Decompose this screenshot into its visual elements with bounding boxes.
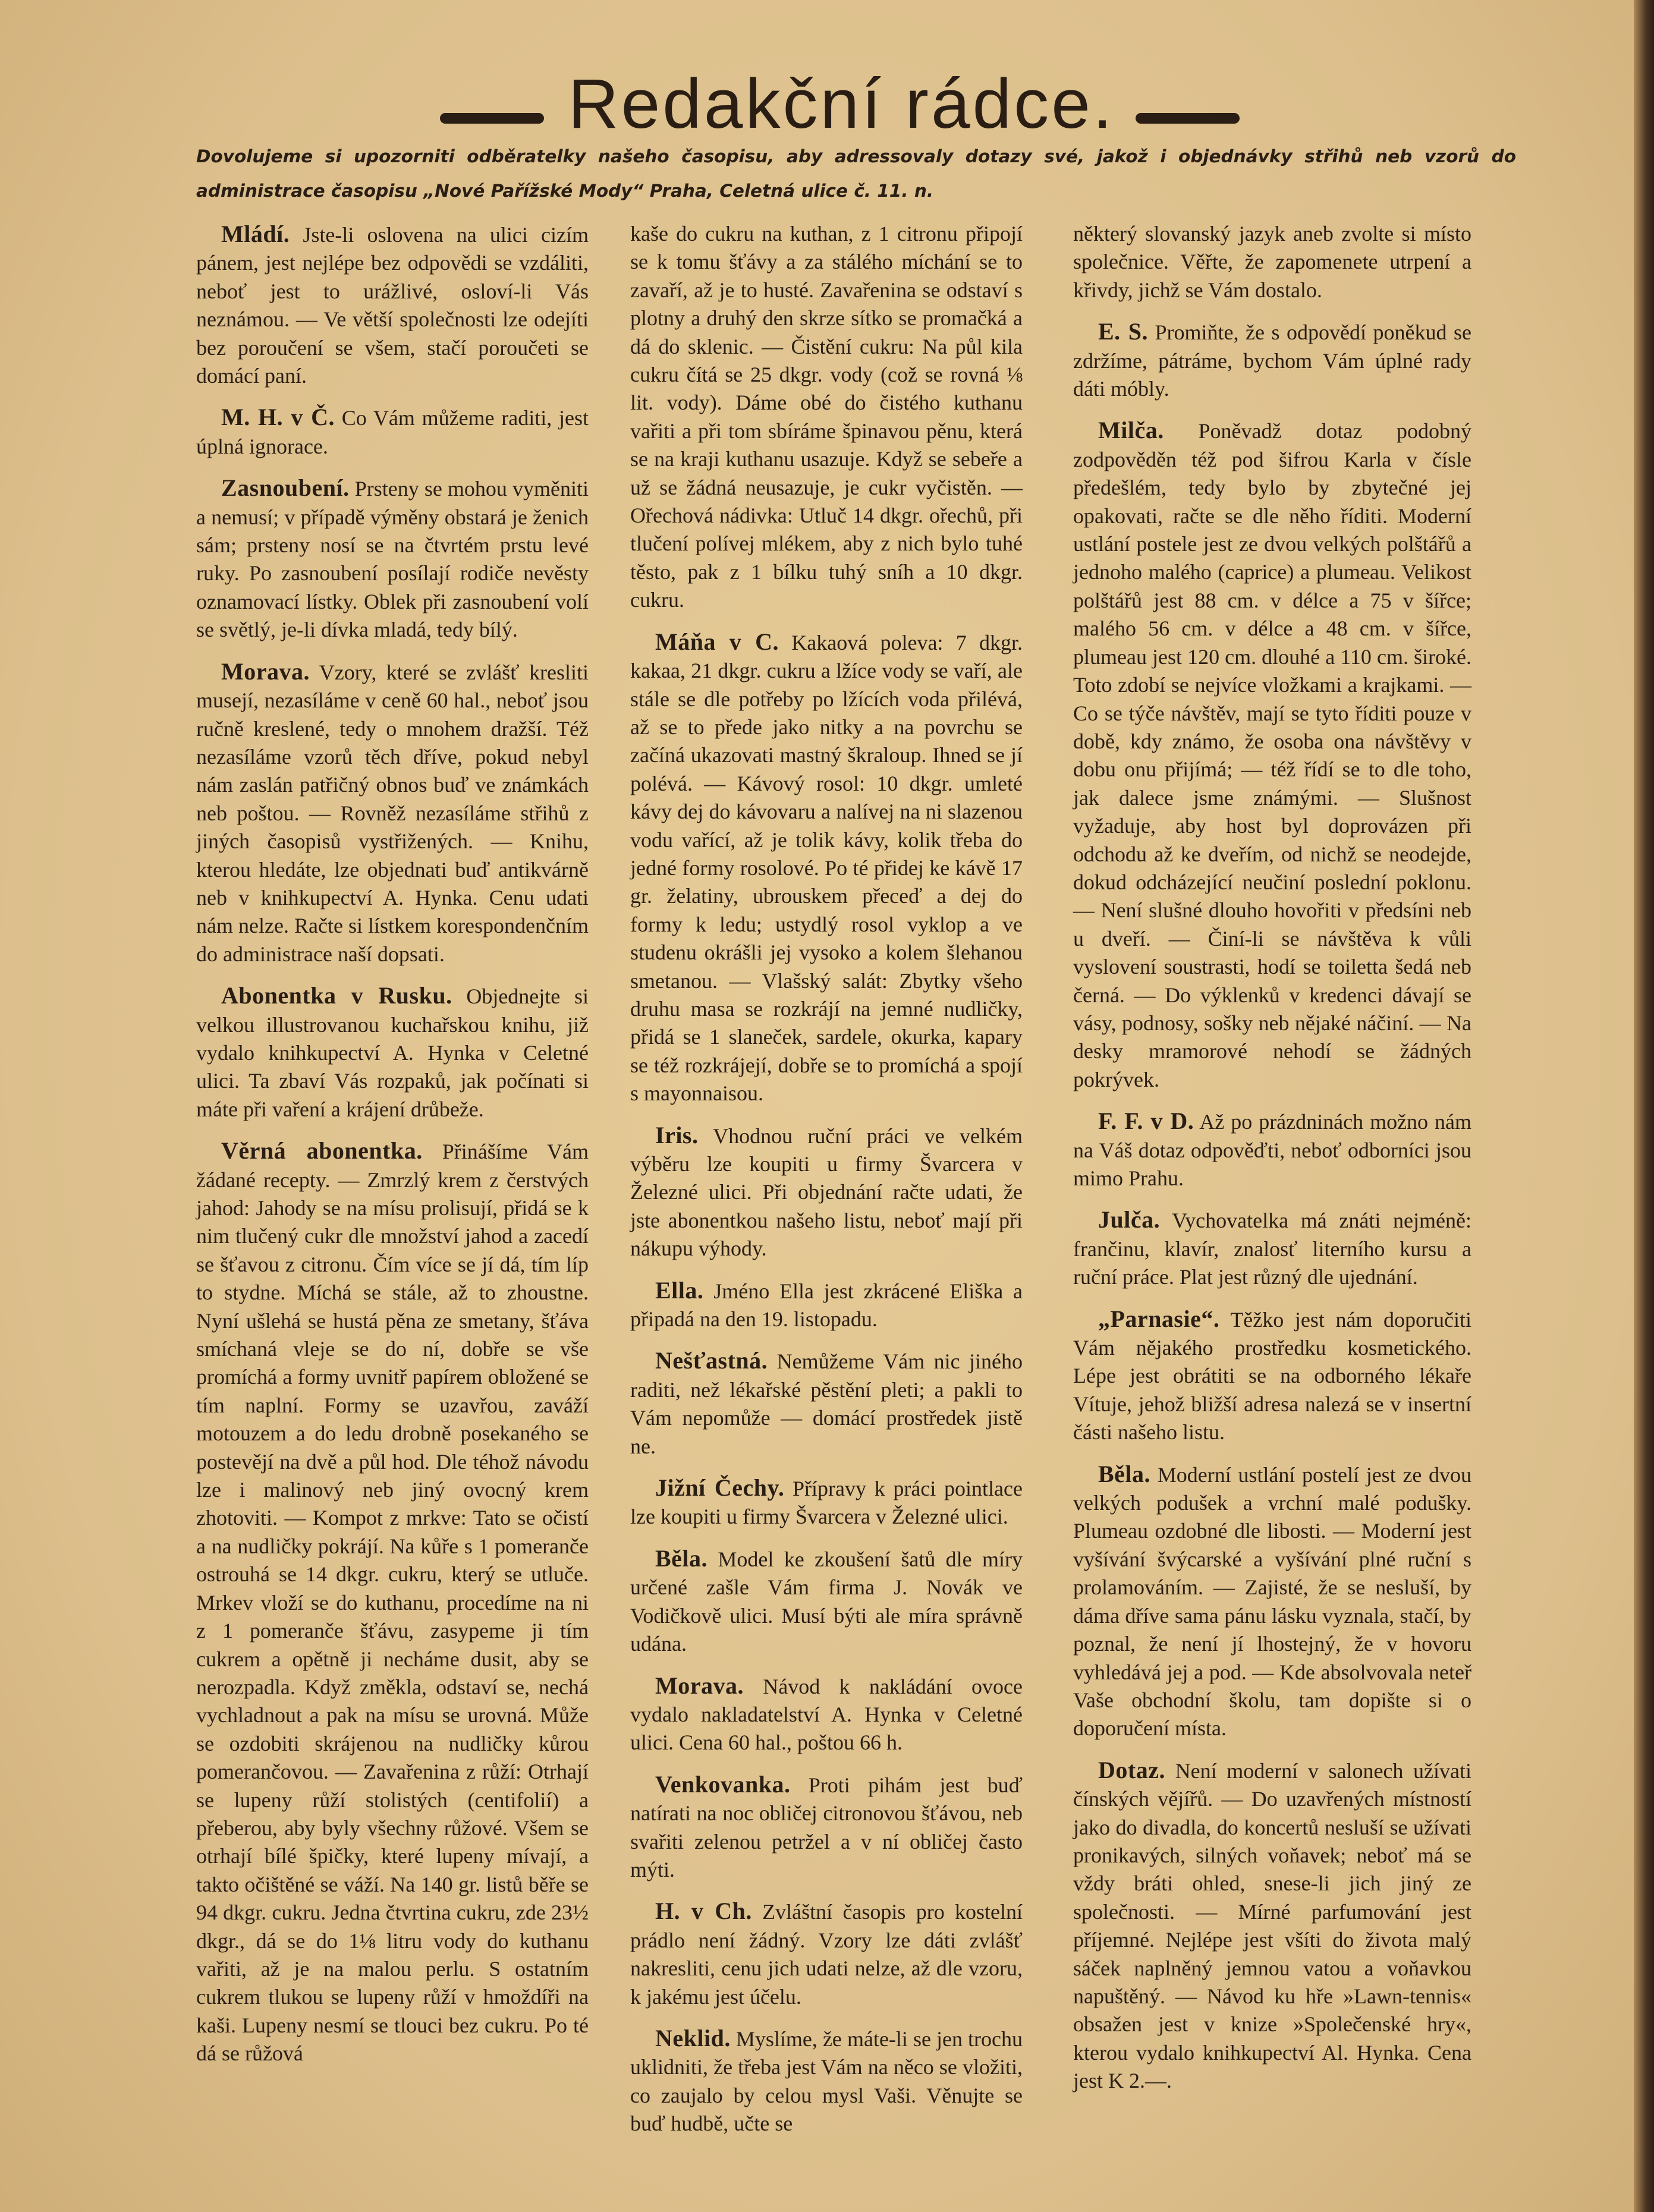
answer-entry — [630, 628, 1023, 1108]
entry-text: Není moderní v salonech užívati čínských vějířů. — Do uzavřených místností jako do divadla, do koncertů nesluší se užívati pronikavých, silných voňavek; neboť má se vždy bráti ohled, snese-li jich jiný ze společnosti. — Mírné parfumování jest příjemné. Nejlépe jest všíti do života malý sáček naplněný jemnou vatou a voňavkou napuštěný. — Návod ku hře »Lawn-tennis« obsažen jest v knize »Společenské hry«, kterou vydalo knihkupectví Al. Hynka. Cena jest K 2.—. — [1073, 1758, 1471, 2093]
entry-text: Myslíme, že máte-li se jen trochu uklidniti, že třeba jest Vám na něco se vložiti, co zaujalo by celou mysl Vaši. Věnujte se buď hudbě, učte se — [630, 2027, 1023, 2136]
entry-text: Návod k nakládání ovoce vydalo nakladatelství A. Hynka v Celetné ulici. Cena 60 hal., poštou 66 h. — [630, 1674, 1023, 1755]
entry-addressee: Morava. — [655, 1672, 744, 1699]
answer-entry — [630, 2024, 1023, 2138]
entry-addressee: Iris. — [655, 1121, 699, 1149]
answer-entry — [630, 1544, 1023, 1659]
answer-entry — [1073, 1206, 1471, 1291]
entry-text: Model ke zkoušení šatů dle míry určené zašle Vám firma J. Novák ve Vodičkově ulici. Musí býti ale míra správně udána. — [630, 1547, 1023, 1656]
entry-addressee: F. F. v D. — [1098, 1107, 1194, 1135]
entry-addressee: „Parnasie“. — [1098, 1305, 1220, 1332]
entry-text: Přípravy k práci pointlace lze koupiti u firmy Švarcera v Železné ulici. — [630, 1477, 1023, 1529]
editorial-notice: Dovolujeme si upozorniti odběratelky našeho časopisu, aby adressovaly dotazy své, jakož i objednávky střihů neb vzorů do administrace časopisu „Nové Pařížské Mody“ Praha, Celetná ulice č. 11. n. — [196, 146, 1516, 201]
title-ornament-left — [440, 113, 544, 124]
entry-text: Jméno Ella jest zkrácené Eliška a připadá na den 19. listopadu. — [630, 1279, 1023, 1332]
answer-entry — [1073, 1460, 1471, 1743]
entry-addressee: Milča. — [1098, 417, 1164, 444]
answer-entry — [1073, 1305, 1471, 1447]
entry-addressee: Dotaz. — [1098, 1756, 1165, 1783]
entry-addressee: Máňa v C. — [655, 628, 779, 655]
entry-addressee: Neklid. — [655, 2024, 731, 2051]
answer-entry — [196, 981, 589, 1124]
text-column-1 — [196, 220, 589, 2093]
entry-addressee: Zasnoubení. — [221, 474, 350, 502]
entry-addressee: Morava. — [221, 657, 310, 685]
entry-text: Nemůžeme Vám nic jiného raditi, než lékařské pěstění pleti; a pakli to Vám nepomůže — domácí prostředek jistě ne. — [630, 1349, 1023, 1458]
entry-addressee: Julča. — [1098, 1206, 1161, 1234]
entry-text: Zvláštní časopis pro kostelní prádlo není žádný. Vzory lze dáti zvlášť nakresliti, cenu jich udati nelze, až dle vzoru, k jakému jest účelu. — [630, 1900, 1023, 2009]
answer-entry — [630, 1346, 1023, 1461]
entry-text: Co Vám můžeme raditi, jest úplná ignorace. — [196, 406, 589, 458]
answer-entry — [630, 1770, 1023, 1884]
entry-addressee: M. H. v Č. — [221, 404, 335, 431]
answer-entry — [630, 1121, 1023, 1263]
entry-addressee: Venkovanka. — [655, 1770, 791, 1798]
entry-text: Objednejte si velkou illustrovanou kuchařskou knihu, již vydalo knihkupectví A. Hynka v Celetné ulici. Ta zbaví Vás rozpaků, jak počínati si máte při vaření a krájení drůbeže. — [196, 984, 589, 1121]
answer-entry — [1073, 1107, 1471, 1192]
answer-entry — [630, 1672, 1023, 1757]
entry-addressee: Mládí. — [221, 221, 290, 247]
answer-entry — [196, 657, 589, 968]
entry-text: Vzory, které se zvlášť kresliti musejí, nezasíláme v ceně 60 hal., neboť jsou ručně kreslené, tedy o mnohem dražší. Též nezasíláme vzorů těch dříve, pokud nebyl nám zaslán patřičný obnos buď ve známkách neb poštou. — Rovněž nezasíláme střihů z jiných časopisů vystřižených. — Knihu, kterou hledáte, lze objednati buď antikvárně neb v knihkupectví A. Hynka. Cenu udati nám nelze. Račte si lístkem korespondenčním do administrace naší dopsati. — [196, 660, 589, 966]
entry-text: Vhodnou ruční práci ve velkém výběru lze koupiti u firmy Švarcera v Železné ulici. Při objednání račte udati, že jste abonentkou našeho listu, neboť mají při nákupu výhody. — [630, 1124, 1023, 1261]
entry-text: Promiňte, že s odpovědí poněkud se zdržíme, pátráme, bychom Vám úplné rady dáti móbly. — [1073, 320, 1471, 401]
entry-addressee: Jižní Čechy. — [655, 1474, 785, 1502]
entry-addressee: Abonentka v Rusku. — [221, 982, 452, 1009]
entry-text: Prsteny se mohou vyměniti a nemusí; v případě výměny obstará je ženich sám; prsteny nosí se na čtvrtém prstu levé ruky. Po zasnoubení posílají rodiče nevěsty oznamovací lístky. Oblek při zasnoubení volí se světlý, je-li dívka mladá, tedy bílý. — [196, 477, 589, 642]
entry-addressee: Běla. — [1098, 1460, 1151, 1487]
entry-text: kaše do cukru na kuthan, z 1 citronu připojí se k tomu šťávy a za stálého míchání se to zavaří, až je to husté. Zavařenina se odstaví s plotny a druhý den skrze sítko se promačká a dá do sklenic. — Čistění cukru: Na půl kila cukru čítá se 25 dkgr. vody (což se rovná ⅛ lit. vody). Dáme obé do čistého kuthanu vařiti a při tom sbíráme špinavou pěnu, která se na kraji kuthanu usazuje. Když se sebeře a už se žádná neusazuje, je cukr vyčistěn. — Ořechová nádivka: Utluč 14 dkgr. ořechů, při tlučení polívej mlékem, aby z nich bylo tuhé těsto, pak z 1 bílku tuhý sníh a 10 dkgr. cukru. — [630, 222, 1023, 612]
entry-addressee: Nešťastná. — [655, 1347, 768, 1374]
entry-text: Proti pihám jest buď natírati na noc obličej citronovou šťávou, neb svařiti zelenou petržel a v ní obličej často mýti. — [630, 1773, 1023, 1881]
masthead — [0, 59, 1654, 149]
answer-entry — [1073, 416, 1471, 1094]
text-column-2 — [630, 220, 1023, 2136]
entry-text: Poněvadž dotaz podobný zodpověděn též pod šifrou Karla v čísle předešlém, tedy bylo by zbytečné jej opakovati, račte se dle něho říditi. Moderní ustlání postele jest ze dvou velkých polštářů a jednoho malého (caprice) a plumeau. Velikost polštářů jest 88 cm. v délce a 75 v šířce; malého 56 cm. v délce a 48 cm. v šířce, plumeau jest 120 cm. dlouhé a 110 cm. široké. Toto zdobí se nejvíce vložkami a krajkami. — Co se týče návštěv, mají se tyto říditi pouze v době, kdy známo, že osoba ona návštěvy v dobu onu přijímá; — též řídí se to dle toho, jak dalece jsme známými. — Slušnost vyžaduje, aby host byl doprovázen při odchodu až ke dveřím, od nichž se neodejde, dokud odcházející neučiní poslední poklonu. — Není slušné dlouho hovořiti v předsíni neb u dveří. — Činí-li se návštěva k vůli vyslovení soustrasti, hodí se toiletta šedá neb černá. — Do výklenků v kredenci dávají se vásy, podnosy, sošky neb nějaké náčiní. — Na desky mramorové nehodí se žádných pokrývek. — [1073, 419, 1471, 1091]
title-ornament-right — [1136, 113, 1240, 124]
entry-text: Kakaová poleva: 7 dkgr. kakaa, 21 dkgr. cukru a lžíce vody se vaří, ale stále se dle potřeby po lžících voda přilévá, až se to přede jako nitky a na povrchu se začíná ukazovati mastný škraloup. Ihned se jí polévá. — Kávový rosol: 10 dkgr. umleté kávy dej do kávovaru a nalívej na ni slazenou vodu vařící, až je tolik kávy, kolik třeba do jedné formy rosolové. Po té přidej ke kávě 17 gr. želatiny, ubrouskem přeceď a dej do formy k ledu; ustydlý rosol vyklop a ve studenu okrášli jej vysoko a kolem šlehanou smetanou. — Vlašský salát: Zbytky všeho druhu masa se rozkrájí na jemné nudličky, přidá se 1 slaneček, sardele, okurka, kapary se též rozkrájejí, dobře se to promíchá a spojí s mayonnaisou. — [630, 630, 1023, 1106]
page-binding-edge — [1634, 0, 1654, 2212]
answer-entry — [630, 220, 1023, 615]
entry-text: Až po prázdninách možno nám na Váš dotaz odpověďti, neboť odborníci jsou mimo Prahu. — [1073, 1110, 1471, 1190]
entry-text: Jste-li oslovena na ulici cizím pánem, jest nejlépe bez odpovědi se vzdáliti, neboť jest to urážlivé, osloví-li Vás neznámou. — Ve větší společnosti lze odejíti bez poroučení se všem, stačí poroučeti se domácí paní. — [196, 223, 589, 388]
answer-entry — [196, 220, 589, 390]
answer-entry — [630, 1276, 1023, 1334]
entry-text: Moderní ustlání postelí jest ze dvou velkých podušek a vrchní malé podušky. Plumeau ozdobné dle libosti. — Moderní jest vyšívání švýcarské a vyšívání plné ruční s prolamováním. — Zajisté, že se nesluší, by dáma dříve sama pánu lásku vyznala, stačí, by poznal, že není jí lhostejný, že v hovoru vyhledává jej a pod. — Kde absolvovala neteř Vaše obchodní školu, tam dopište si o doporučení místa. — [1073, 1462, 1471, 1741]
entry-addressee: Věrná abonentka. — [221, 1137, 423, 1165]
page-title: Redakční rádce. — [568, 65, 1115, 143]
answer-entry — [196, 1137, 589, 2068]
entry-text: některý slovanský jazyk aneb zvolte si místo společnice. Věřte, že zapomenete utrpení a křivdy, jichž se Vám dostalo. — [1073, 222, 1471, 302]
text-column-3 — [1073, 220, 1471, 2093]
entry-addressee: Ella. — [655, 1276, 704, 1304]
answer-entry — [1073, 317, 1471, 403]
answer-entry — [196, 403, 589, 461]
answer-entry — [1073, 220, 1471, 304]
entry-text: Vychovatelka má znáti nejméně: frančinu, klavír, znalosť literního kursu a ruční práce. Plat jest různý dle ujednání. — [1073, 1209, 1471, 1289]
entry-addressee: H. v Ch. — [655, 1898, 752, 1925]
entry-text: Přinášíme Vám žádané recepty. — Zmrzlý krem z čerstvých jahod: Jahody se na mísu prolisují, přidá se k nim tlučený cukr dle množství jahod a zacedí se šťavou z citronu. Čím více se jí dá, tím líp to stydne. Míchá se stále, až to zhoustne. Nyní ušlehá se hustá pěna ze smetany, šťáva smíchaná vleje se do ní, dobře se vše promíchá a formy uvnitř papírem obložené se tím naplní. Formy se uzavřou, zaváží motouzem a do ledu drobně posekaného se postevějí na dvě a půl hod. Dle téhož návodu lze i malinový neb jiný ovocný krem zhotoviti. — Kompot z mrkve: Tato se očistí a na nudličky pokrájí. Na kůře s 1 pomeranče ostrouhá se 14 dkgr. cukru, který se utluče. Mrkev vloží se do kuthanu, procedíme na ni z 1 pomeranče šťávu, zasypeme ji tím cukrem a opětně ji necháme dusit, aby se nerozpadla. Když změkla, odstaví se, nechá vychladnout a pak na mísu se urovná. Může se ozdobiti skrájenou na nudličky kůrou pomerančovou. — Zavařenina z růží: Otrhají se lupeny růží stolistých (centifolií) a přeberou, aby byly všechny růžové. Všem se otrhají bílé špičky, které lupeny mívají, a takto očištěné se váží. Na 140 gr. listů běře se 94 dkgr. cukru. Jedna čtvrtina cukru, zde 23½ dkgr., dá se do 1⅛ litru vody do kuthanu vařiti, až je na malou perlu. S ostatním cukrem tlukou se lupeny růží v hmoždíři na kaši. Lupeny nesmí se tlouci bez cukru. Po té dá se růžová — [196, 1140, 589, 2066]
answer-entry — [630, 1474, 1023, 1531]
answer-entry — [630, 1897, 1023, 2011]
entry-addressee: Běla. — [655, 1544, 708, 1572]
entry-text: Těžko jest nám doporučiti Vám nějakého prostředku kosmetického. Lépe jest obrátiti se na odborného lékaře Vítuje, jehož bližší adresa nalezá se v insertní části našeho listu. — [1073, 1307, 1471, 1445]
answer-entry — [196, 474, 589, 644]
answer-entry — [1073, 1756, 1471, 2095]
entry-addressee: E. S. — [1098, 318, 1148, 345]
